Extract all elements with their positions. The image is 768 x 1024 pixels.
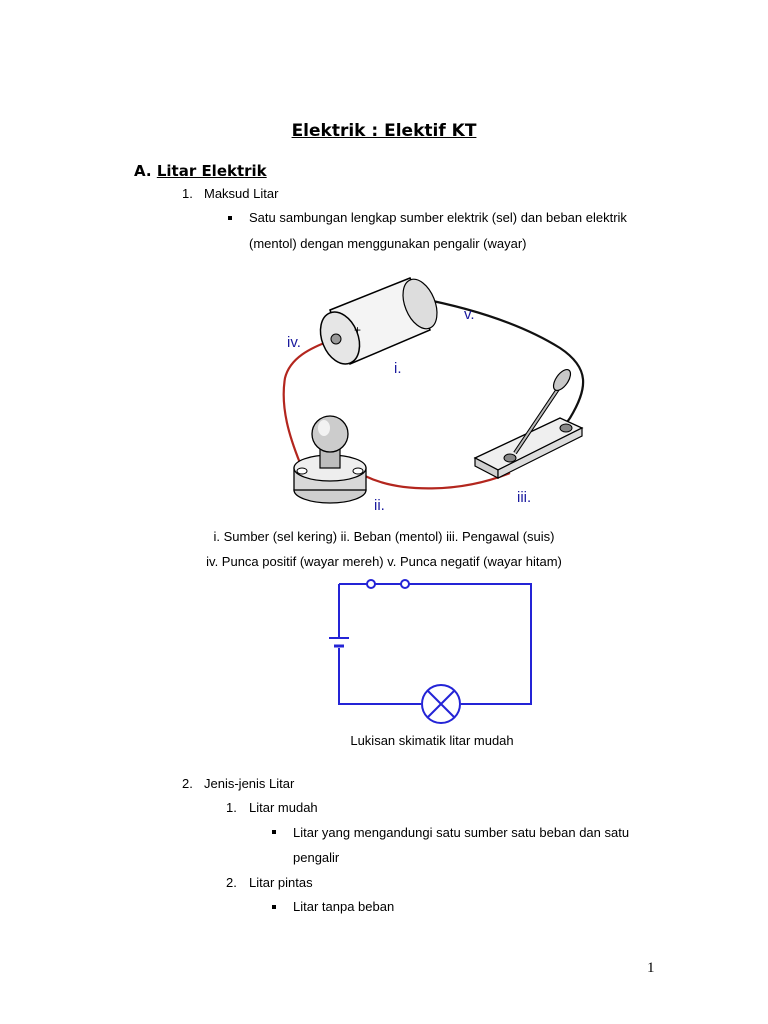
subitem-2-label: Litar pintas bbox=[249, 875, 313, 890]
bullet-marker bbox=[272, 905, 276, 909]
section-letter: A. bbox=[134, 162, 152, 180]
bullet-marker bbox=[272, 830, 276, 834]
item-1-bullet-line-2: (mentol) dengan menggunakan pengalir (wayar) bbox=[249, 236, 527, 251]
section-heading bbox=[134, 162, 267, 180]
label-iv: iv. bbox=[287, 334, 301, 351]
subitem-1-label: Litar mudah bbox=[249, 800, 318, 815]
item-1-number: 1. bbox=[182, 186, 193, 201]
schematic-switch-contact bbox=[367, 580, 375, 588]
schematic-caption: Lukisan skimatik litar mudah bbox=[350, 733, 514, 748]
document-title-text: Elektrik : Elektif KT bbox=[291, 121, 477, 141]
circuit-illustration bbox=[270, 268, 600, 518]
page-number: 1 bbox=[647, 960, 655, 976]
document-title bbox=[0, 121, 768, 141]
red-wire-to-switch bbox=[365, 473, 510, 488]
subitem-1-number: 1. bbox=[226, 800, 237, 815]
subitem-2-number: 2. bbox=[226, 875, 237, 890]
subitem-2-bullet-line-1: Litar tanpa beban bbox=[293, 899, 395, 914]
bullet-marker bbox=[228, 216, 232, 220]
label-v: v. bbox=[464, 306, 475, 323]
schematic-diagram bbox=[325, 572, 545, 732]
item-1-bullet-line-1: Satu sambungan lengkap sumber elektrik (sel) dan beban elektrik bbox=[249, 210, 627, 225]
label-ii: ii. bbox=[374, 497, 385, 514]
label-i: i. bbox=[394, 360, 402, 377]
item-2-label: Jenis-jenis Litar bbox=[204, 776, 295, 791]
battery-icon bbox=[313, 274, 443, 370]
item-1-label: Maksud Litar bbox=[204, 186, 279, 201]
schematic-switch-contact bbox=[401, 580, 409, 588]
figure-caption-line-2: iv. Punca positif (wayar mereh) v. Punca negatif (wayar hitam) bbox=[206, 554, 562, 569]
item-2-number: 2. bbox=[182, 776, 193, 791]
subitem-1-bullet-line-1: Litar yang mengandungi satu sumber satu beban dan satu bbox=[293, 825, 630, 840]
figure-caption-line-1: i. Sumber (sel kering) ii. Beban (mentol) iii. Pengawal (suis) bbox=[213, 529, 555, 544]
switch-icon bbox=[475, 367, 582, 478]
section-title: Litar Elektrik bbox=[156, 162, 267, 180]
battery-plus-mark: + bbox=[354, 323, 362, 337]
label-iii: iii. bbox=[517, 489, 532, 506]
subitem-1-bullet-line-2: pengalir bbox=[293, 850, 340, 865]
bulb-icon bbox=[294, 416, 366, 503]
